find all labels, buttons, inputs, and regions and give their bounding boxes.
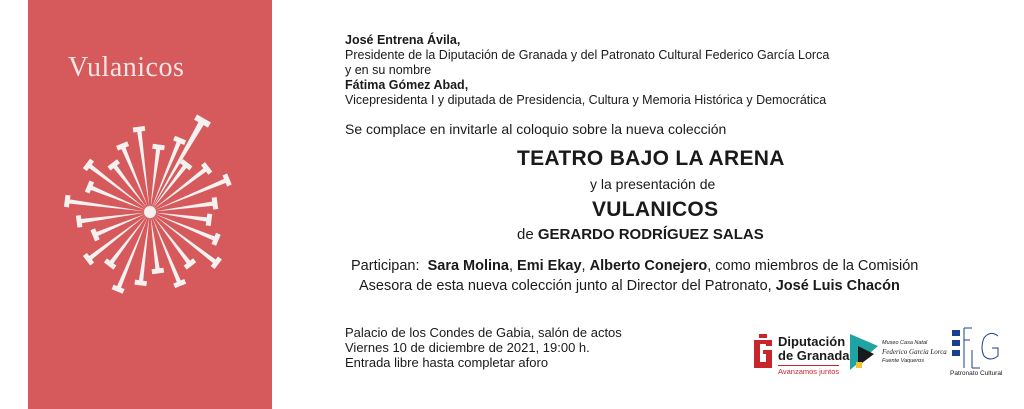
author-name: GERARDO RODRÍGUEZ SALAS — [537, 226, 764, 243]
book-cover-panel — [0, 0, 272, 409]
patronato-logo — [950, 326, 1004, 378]
venue-entry: Entrada libre hasta completar aforo — [345, 355, 549, 370]
nail-shape — [134, 215, 155, 286]
nail-burst-illustration — [40, 104, 260, 324]
participant-2: Emi Ekay — [517, 258, 582, 274]
book-title: VULANICOS — [592, 198, 719, 221]
nail-shape — [145, 215, 165, 274]
nail-shape — [145, 144, 165, 209]
invitation-intro: Se complace en invitarle al coloquio sobre la nueva colección — [345, 121, 727, 137]
burst-center — [144, 206, 156, 218]
museo-name-line3: Fuente Vaqueros — [882, 358, 924, 364]
director-name: José Luis Chacón — [775, 278, 900, 294]
author-line — [517, 226, 764, 243]
collection-title: TEATRO BAJO LA ARENA — [517, 147, 785, 170]
participant-separator-2: , — [581, 258, 586, 274]
diputacion-name-line1: Diputación — [778, 334, 846, 349]
diputacion-tagline: Avanzamos juntos — [778, 367, 840, 376]
diputacion-name-line2: de Granada — [778, 348, 850, 363]
cover-title: Vulanicos — [68, 52, 185, 83]
participants-line-2 — [359, 278, 900, 294]
participants-line-1 — [351, 258, 918, 274]
participants-label: Participan: — [351, 258, 420, 274]
participant-3: Alberto Conejero — [589, 258, 708, 274]
host-name: José Entrena Ávila, — [345, 33, 461, 47]
nail-shape — [153, 207, 212, 226]
patronato-emblem-icon — [950, 326, 1004, 370]
host-role: Presidente de la Diputación de Granada y del Patronato Cultural Federico García Lorca — [345, 48, 830, 62]
host-note: y en su nombre — [345, 63, 432, 77]
participant-1: Sara Molina — [427, 258, 509, 274]
diputacion-logo — [752, 330, 850, 380]
venue-datetime: Viernes 10 de diciembre de 2021, 19:00 h. — [345, 340, 590, 355]
patronato-label: Patronato Cultural — [950, 370, 1003, 377]
cover-margin — [0, 0, 28, 409]
museo-name-line2: Federico García Lorca — [882, 348, 947, 356]
author-prefix: de — [517, 226, 534, 243]
museo-emblem-icon — [848, 332, 880, 372]
diputacion-emblem-icon — [752, 334, 774, 370]
participants-line1-tail: , como miembros de la Comisión — [707, 258, 919, 274]
participant-separator-1: , — [508, 258, 513, 274]
nail-shape — [76, 207, 147, 228]
museo-logo — [848, 328, 948, 380]
venue-place: Palacio de los Condes de Gabia, salón de actos — [345, 325, 622, 340]
participants-line2-head: Asesora de esta nueva colección junto al Director del Patronato, — [359, 278, 772, 294]
connector-text: y la presentación de — [590, 176, 716, 192]
deputy-name: Fátima Gómez Abad, — [345, 78, 469, 92]
museo-name-line1: Museo Casa Natal — [882, 340, 928, 346]
deputy-role: Vicepresidenta I y diputada de Presidencia, Cultura y Memoria Histórica y Democrática — [345, 93, 827, 107]
